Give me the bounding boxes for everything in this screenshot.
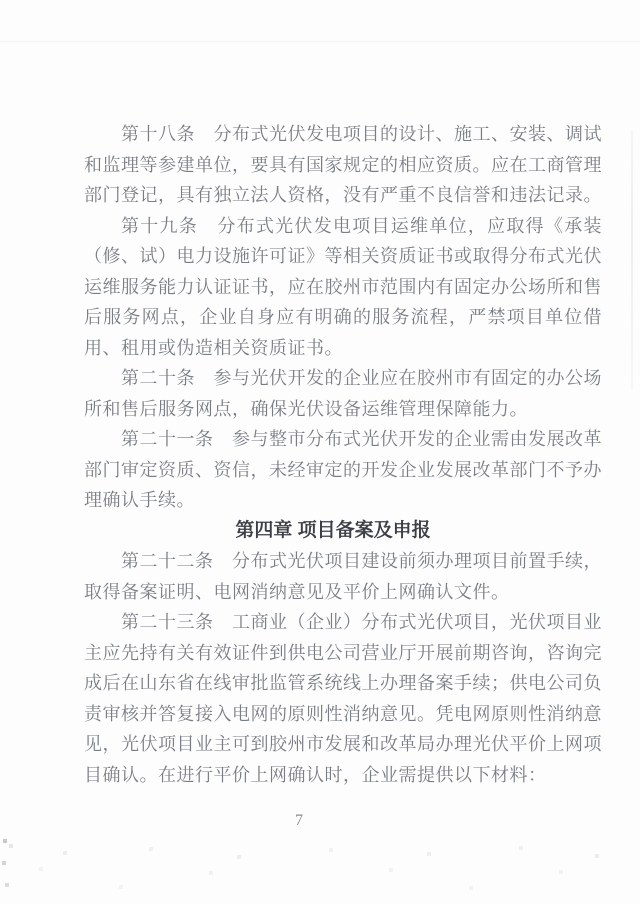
text-line: 第十八条 分布式光伏发电项目的设计、施工、安装、调试	[121, 124, 602, 144]
scan-noise	[0, 0, 2, 2]
text-line: 后服务网点，企业自身应有明确的服务流程，严禁项目单位借	[84, 307, 602, 327]
text-line: 部门登记，具有独立法人资格，没有严重不良信誉和违法记录。	[84, 185, 602, 205]
text-line: 第二十二条 分布式光伏项目建设前须办理项目前置手续，	[121, 551, 602, 571]
paragraph-article-20	[84, 363, 602, 424]
text-line: 取得备案证明、电网消纳意见及平价上网确认文件。	[84, 581, 510, 602]
text-line: 部门审定资质、资信，未经审定的开发企业发展改革部门不予办	[84, 459, 602, 480]
text-line: 运维服务能力认证证书，应在胶州市范围内有固定办公场所和售	[84, 276, 602, 297]
text-line: 所和售后服务网点，确保光伏设备运维管理保障能力。	[84, 398, 528, 419]
text-line: 主应先持有关有效证件到供电公司营业厅开展前期咨询，咨询完	[84, 642, 602, 663]
paragraph-article-18	[84, 119, 602, 211]
paragraph-article-22	[84, 546, 602, 607]
text-line: 用、租用或伪造相关资质证书。	[84, 337, 343, 358]
text-line: （修、试）电力设施许可证》等相关资质证书或取得分布式光伏	[84, 246, 602, 266]
page-number: 7	[295, 812, 303, 829]
paragraph-article-21	[84, 424, 602, 516]
scan-artifact-band	[0, 41, 640, 42]
paragraph-article-19	[84, 211, 602, 364]
text-line: 见，光伏项目业主可到胶州市发展和改革局办理光伏平价上网项	[84, 734, 602, 754]
text-line: 和监理等参建单位，要具有国家规定的相应资质。应在工商管理	[84, 154, 602, 175]
text-line: 目确认。在进行平价上网确认时，企业需提供以下材料：	[84, 764, 547, 785]
text-line: 第二十条 参与光伏开发的企业应在胶州市有固定的办公场	[121, 368, 602, 388]
scan-artifact-streak	[631, 130, 633, 390]
text-line: 理确认手续。	[84, 490, 195, 510]
text-line: 第二十一条 参与整市分布式光伏开发的企业需由发展改革	[121, 429, 602, 449]
text-line: 第二十三条 工商业（企业）分布式光伏项目，光伏项目业	[121, 612, 602, 632]
document-body	[84, 119, 602, 790]
text-line: 责审核并答复接入电网的原则性消纳意见。凭电网原则性消纳意	[84, 703, 602, 724]
chapter-heading-chapter-4: 第四章 项目备案及申报	[235, 519, 431, 541]
text-line: 第十九条 分布式光伏发电项目运维单位，应取得《承装	[121, 215, 602, 236]
paragraph-article-23	[84, 607, 602, 790]
text-line: 成后在山东省在线审批监管系统线上办理备案手续；供电公司负	[84, 673, 602, 693]
